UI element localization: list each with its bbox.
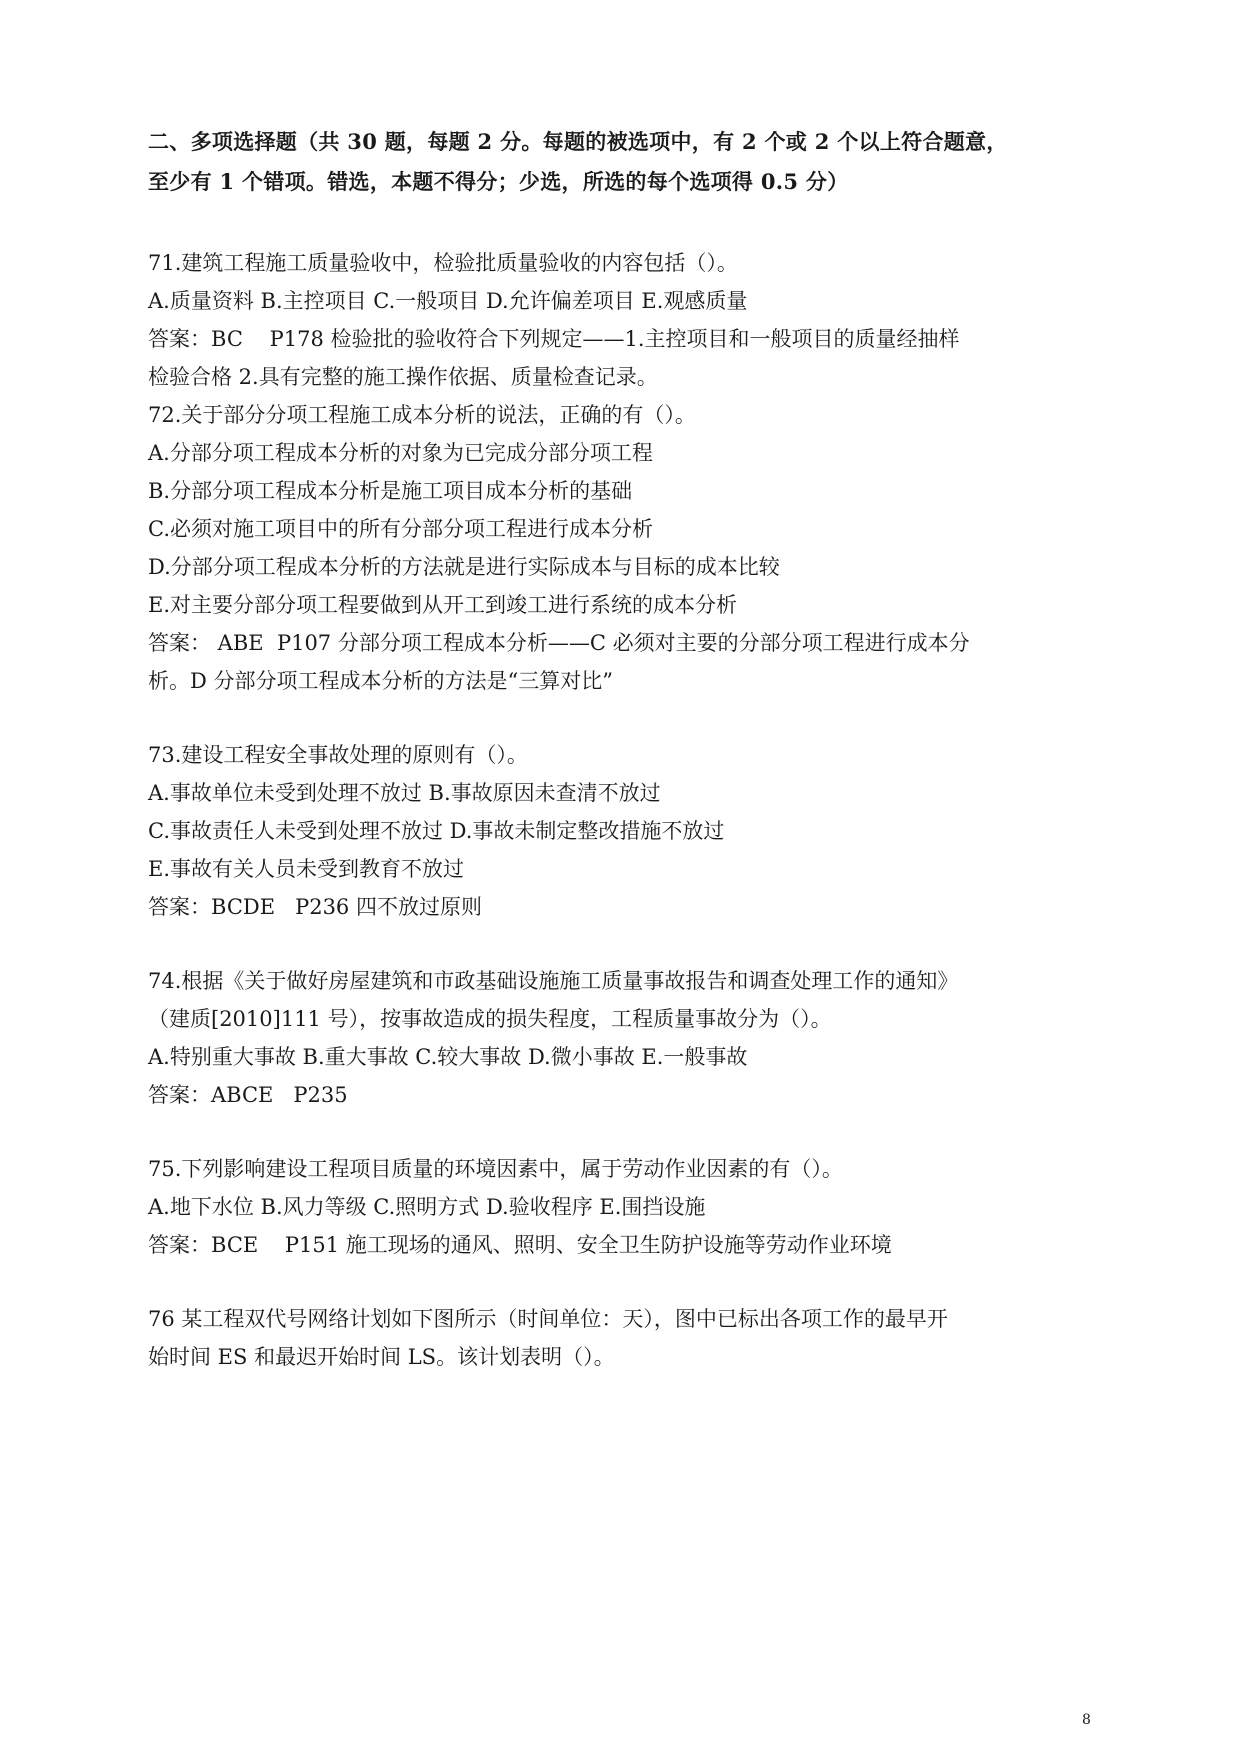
question-option: E.对主要分部分项工程要做到从开工到竣工进行系统的成本分析 — [148, 593, 738, 617]
question-options: A.特别重大事故 B.重大事故 C.较大事故 D.微小事故 E.一般事故 — [148, 1045, 748, 1069]
question-73 — [148, 736, 1098, 926]
spacer — [148, 202, 1098, 244]
question-72 — [148, 396, 1098, 700]
answer-line: 答案： ABE P107 分部分项工程成本分析——C 必须对主要的分部分项工程进行成本分 — [148, 631, 970, 655]
question-74 — [148, 962, 1098, 1114]
answer-line: 答案：BCE P151 施工现场的通风、照明、安全卫生防护设施等劳动作业环境 — [148, 1233, 892, 1257]
question-stem: 71.建筑工程施工质量验收中，检验批质量验收的内容包括（）。 — [148, 251, 738, 275]
answer-line: 答案：ABCE P235 — [148, 1083, 348, 1107]
question-71 — [148, 244, 1098, 396]
question-stem: （建质[2010]111 号），按事故造成的损失程度，工程质量事故分为（）。 — [148, 1007, 832, 1031]
question-options: C.事故责任人未受到处理不放过 D.事故未制定整改措施不放过 — [148, 819, 725, 843]
spacer — [148, 1264, 1098, 1300]
section-header — [148, 122, 1098, 202]
spacer — [148, 700, 1098, 736]
question-option: E.事故有关人员未受到教育不放过 — [148, 857, 465, 881]
question-stem: 始时间 ES 和最迟开始时间 LS。该计划表明（）。 — [148, 1345, 615, 1369]
question-options: A.地下水位 B.风力等级 C.照明方式 D.验收程序 E.围挡设施 — [148, 1195, 706, 1219]
section-header-line: 至少有 1 个错项。错选，本题不得分；少选，所选的每个选项得 0.5 分） — [148, 169, 849, 194]
question-76 — [148, 1300, 1098, 1376]
question-option: D.分部分项工程成本分析的方法就是进行实际成本与目标的成本比较 — [148, 555, 780, 579]
question-75 — [148, 1150, 1098, 1264]
question-stem: 72.关于部分分项工程施工成本分析的说法，正确的有（）。 — [148, 403, 696, 427]
section-header-line: 二、多项选择题（共 30 题，每题 2 分。每题的被选项中，有 2 个或 2 个以上符合题意， — [148, 129, 1008, 154]
document-page — [148, 122, 1098, 1376]
spacer — [148, 926, 1098, 962]
answer-line: 检验合格 2.具有完整的施工操作依据、质量检查记录。 — [148, 365, 658, 389]
question-stem: 76 某工程双代号网络计划如下图所示（时间单位：天），图中已标出各项工作的最早开 — [148, 1307, 948, 1331]
question-option: B.分部分项工程成本分析是施工项目成本分析的基础 — [148, 479, 633, 503]
question-option: A.分部分项工程成本分析的对象为已完成分部分项工程 — [148, 441, 653, 465]
question-stem: 75.下列影响建设工程项目质量的环境因素中，属于劳动作业因素的有（）。 — [148, 1157, 843, 1181]
answer-line: 答案：BC P178 检验批的验收符合下列规定——1.主控项目和一般项目的质量经抽样 — [148, 327, 960, 351]
question-options: A.质量资料 B.主控项目 C.一般项目 D.允许偏差项目 E.观感质量 — [148, 289, 748, 313]
question-stem: 73.建设工程安全事故处理的原则有（）。 — [148, 743, 528, 767]
spacer — [148, 1114, 1098, 1150]
answer-line: 析。D 分部分项工程成本分析的方法是“三算对比” — [148, 669, 613, 693]
question-option: C.必须对施工项目中的所有分部分项工程进行成本分析 — [148, 517, 653, 541]
answer-line: 答案：BCDE P236 四不放过原则 — [148, 895, 482, 919]
question-options: A.事故单位未受到处理不放过 B.事故原因未查清不放过 — [148, 781, 661, 805]
question-stem: 74.根据《关于做好房屋建筑和市政基础设施施工质量事故报告和调查处理工作的通知》 — [148, 969, 959, 993]
page-number: 8 — [1082, 1712, 1091, 1728]
